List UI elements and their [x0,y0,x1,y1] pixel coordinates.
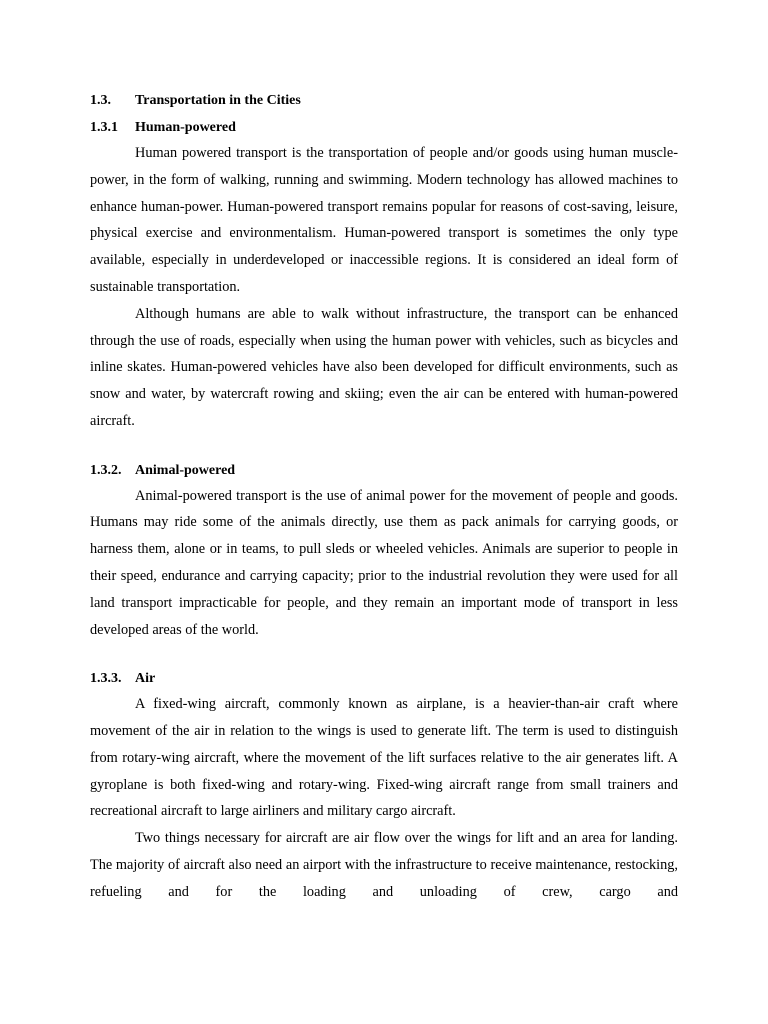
document-page [90,92,678,906]
section-number: 1.3.2. [90,462,122,478]
paragraph-continues: Two things necessary for aircraft are air flow over the wings for lift and an area for landing. The majority of aircraft also need an airport with the infrastructure to receive maintenance, restocking, refueling and for the loading and unloading of crew, cargo and [90,830,678,900]
section-heading-1-3 [90,92,678,110]
paragraph: A fixed-wing aircraft, commonly known as airplane, is a heavier-than-air craft where movement of the air in relation to the wings is used to generate lift. The term is used to distinguish from rotary-wing aircraft, where the movement of the lift surfaces relative to the air generates lift. A gyroplane is both fixed-wing and rotary-wing. Fixed-wing aircraft range from small trainers and recreational aircraft to large airliners and military cargo aircraft. [90,696,678,820]
paragraph: Human powered transport is the transportation of people and/or goods using human muscle-power, in the form of walking, running and swimming. Modern technology has allowed machines to enhance human-power. Human-powered transport remains popular for reasons of cost-saving, leisure, physical exercise and environmentalism. Human-powered transport is sometimes the only type available, especially in underdeveloped or inaccessible regions. It is considered an ideal form of sustainable transportation. [90,145,678,295]
section-number: 1.3. [90,93,111,108]
section-title: Transportation in the Cities [135,93,301,108]
section-title: Animal-powered [135,462,236,478]
section-title: Air [135,671,156,687]
section-heading-1-3-2 [90,462,678,480]
section-heading-1-3-1 [90,119,678,137]
paragraph: Although humans are able to walk without infrastructure, the transport can be enhanced through the use of roads, especially when using the human power with vehicles, such as bicycles and inline skates. Human-powered vehicles have also been developed for difficult environments, such as snow and water, by watercraft rowing and skiing; even the air can be entered with human-powered aircraft. [90,305,678,429]
paragraph: Animal-powered transport is the use of animal power for the movement of people and goods. Humans may ride some of the animals directly, use them as pack animals for carrying goods, or harness them, alone or in teams, to pull sleds or wheeled vehicles. Animals are superior to people in their speed, endurance and carrying capacity; prior to the industrial revolution they were used for all land transport impracticable for people, and they remain an important mode of transport in less developed areas of the world. [90,487,678,638]
blank-line [90,435,678,462]
section-heading-1-3-3 [90,670,678,688]
section-number: 1.3.3. [90,671,122,687]
blank-line [90,643,678,670]
section-title: Human-powered [135,120,236,135]
section-number: 1.3.1 [90,120,118,135]
